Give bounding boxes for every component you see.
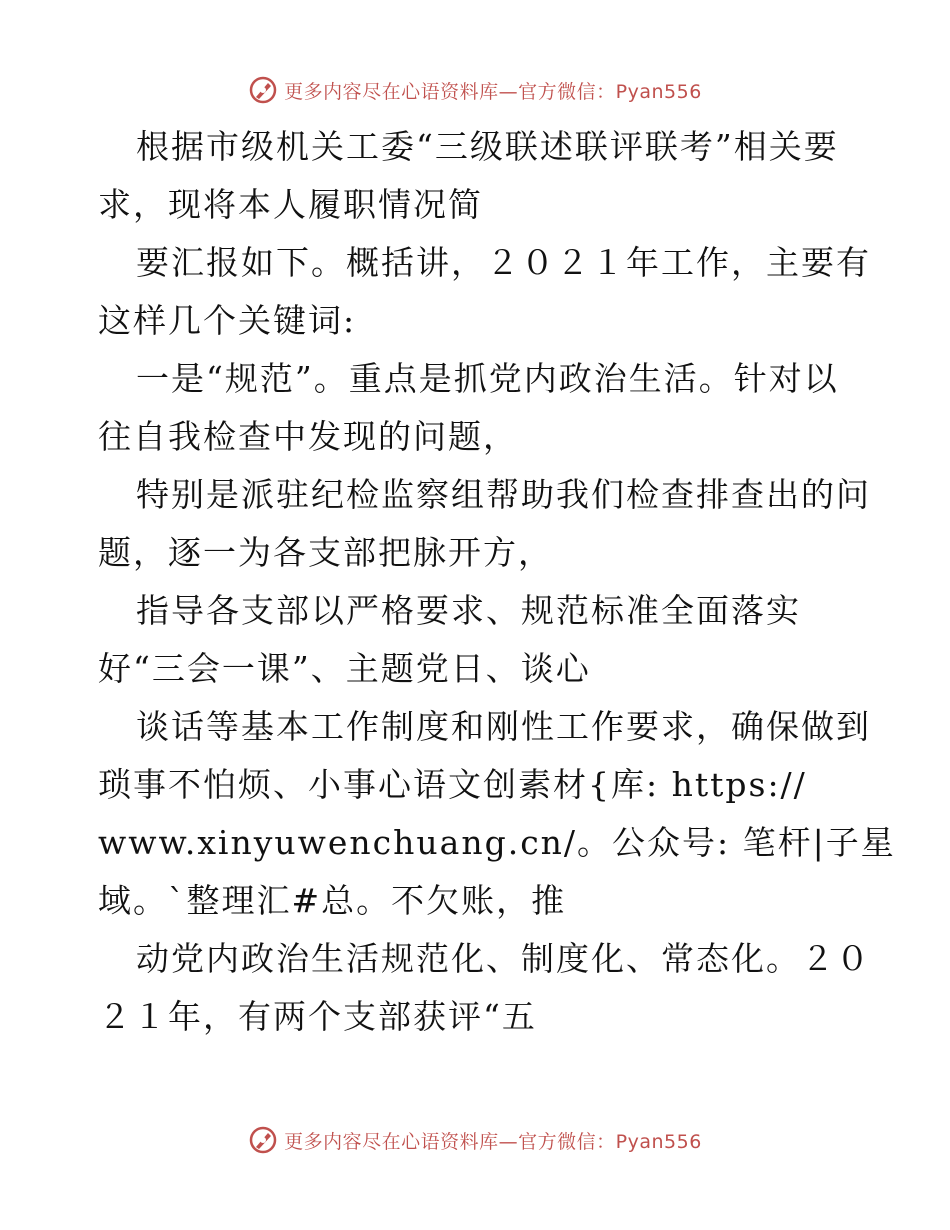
text-line: 动党内政治生活规范化、制度化、常态化。２０ xyxy=(136,939,871,978)
text-line: 谈话等基本工作制度和刚性工作要求，确保做到 xyxy=(136,707,871,746)
text-line: 指导各支部以严格要求、规范标准全面落实 xyxy=(136,591,801,630)
text-line: 这样几个关键词: xyxy=(98,301,357,340)
text-line: ２１年，有两个支部获评“五 xyxy=(98,997,537,1036)
document-body xyxy=(98,118,896,1046)
text-line: 域。`整理汇#总。不欠账，推 xyxy=(98,881,567,920)
text-line: 往自我检查中发现的问题， xyxy=(98,417,518,456)
text-line: 特别是派驻纪检监察组帮助我们检查排查出的问 xyxy=(136,475,871,514)
footer-banner xyxy=(0,1120,950,1160)
text-line: 一是“规范”。重点是抓党内政治生活。针对以 xyxy=(136,359,839,398)
text-line: www.xinyuwenchuang.cn/。公众号: 笔杆|子星 xyxy=(98,823,896,862)
header-banner-text: 更多内容尽在心语资料库—官方微信：Pyan556 xyxy=(284,80,702,103)
text-line: 根据市级机关工委“三级联述联评联考”相关要 xyxy=(136,127,839,166)
text-line: 题，逐一为各支部把脉开方， xyxy=(98,533,553,572)
text-line: 要汇报如下。概括讲，２０２１年工作，主要有 xyxy=(136,243,871,282)
text-line: 好“三会一课”、主题党日、谈心 xyxy=(98,649,591,688)
text-line: 琐事不怕烦、小事心语文创素材{库: https:// xyxy=(98,765,807,804)
text-line: 求，现将本人履职情况简 xyxy=(98,185,483,224)
pen-seal-icon xyxy=(248,75,278,105)
footer-banner-text: 更多内容尽在心语资料库—官方微信：Pyan556 xyxy=(284,1130,702,1153)
pen-seal-icon xyxy=(248,1125,278,1155)
header-banner xyxy=(0,70,950,110)
